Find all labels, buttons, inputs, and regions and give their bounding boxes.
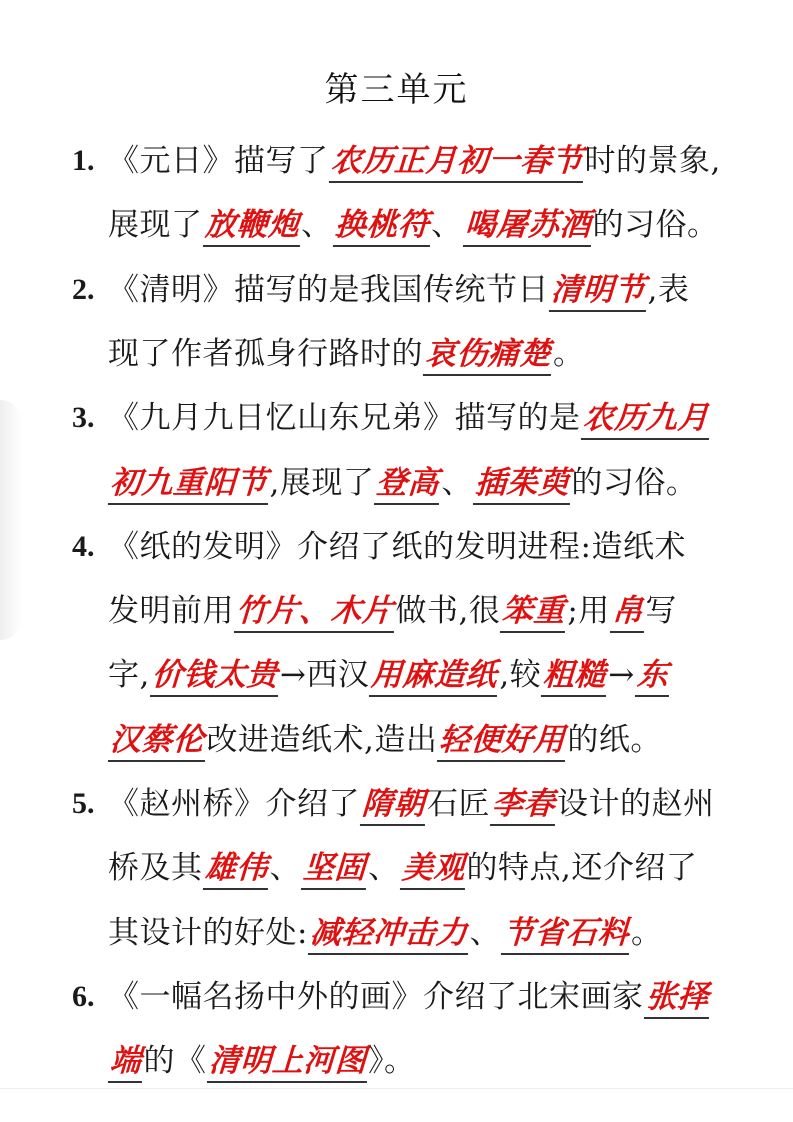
question-text: 《纸的发明》介绍了纸的发明进程:造纸术: [108, 528, 686, 565]
question-text: 的《: [143, 1043, 207, 1080]
answer-blank: 哀伤痛楚: [423, 334, 553, 376]
question-text: 、: [441, 464, 473, 501]
answer-blank: 农历九月: [580, 398, 710, 440]
answer-blank: 粗糙: [541, 655, 608, 697]
question-text: 《元日》描写了: [108, 143, 329, 179]
answer-blank: 竹片、木片: [234, 591, 396, 633]
question-line: [108, 192, 719, 258]
question-line: [108, 321, 585, 387]
page-edge-shadow: [0, 400, 22, 640]
question-line: [108, 578, 677, 644]
answer-blank: 换桃符: [332, 205, 431, 247]
question-text: 的纸。: [567, 721, 662, 758]
answer-blank: 插茱萸: [473, 463, 572, 505]
answer-blank: 隋朝: [360, 784, 427, 826]
question-text: 展现了: [108, 207, 203, 244]
question-text: 《赵州桥》介绍了: [108, 786, 360, 822]
question-line: [108, 964, 711, 1030]
question-text: 其设计的好处:: [108, 914, 308, 951]
question-number: 6.: [72, 979, 95, 1013]
answer-blank: 农历正月初一春节: [328, 141, 584, 183]
question-line: [108, 900, 662, 966]
question-text: 《清明》描写的是我国传统节日: [108, 271, 549, 308]
question-text: ;用: [567, 593, 610, 630]
question-line: [108, 385, 711, 451]
question-text: 设计的赵州: [557, 786, 715, 822]
question-text: 、: [301, 207, 333, 244]
answer-blank: 东: [635, 655, 671, 697]
question-line: [108, 257, 689, 323]
answer-blank: 喝屠苏酒: [462, 205, 592, 247]
question-text: 做书,很: [395, 593, 501, 630]
question-number: 4.: [72, 529, 95, 563]
question-number: 5.: [72, 787, 95, 820]
question-line: [108, 835, 697, 901]
answer-blank: 节省石料: [501, 913, 631, 955]
question-text: 。: [630, 914, 663, 951]
question-line: [108, 514, 686, 580]
question-text: 的特点,还介绍了: [466, 850, 698, 887]
question-line: [108, 1028, 416, 1094]
question-text: 的习俗。: [571, 464, 698, 501]
bottom-divider: [0, 1088, 793, 1089]
answer-blank: 帛: [610, 591, 646, 633]
question-text: 、: [431, 207, 463, 244]
answer-blank: 雄伟: [202, 848, 269, 890]
question-text: 写: [645, 593, 677, 630]
answer-blank: 减轻冲击力: [308, 913, 470, 955]
question-number: 3.: [72, 401, 95, 435]
question-line: [108, 128, 721, 194]
answer-blank: 价钱太贵: [150, 655, 280, 697]
answer-blank: 轻便好用: [437, 720, 567, 762]
answer-blank: 笨重: [500, 591, 567, 633]
question-text: 字,: [108, 657, 150, 694]
answer-blank: 清明上河图: [206, 1041, 368, 1083]
answer-blank: 用麻造纸: [369, 655, 499, 697]
question-text: 《九月九日忆山东兄弟》描写的是: [108, 400, 581, 437]
question-line: [108, 771, 715, 837]
question-text: ,表: [647, 271, 690, 308]
question-text: 改进造纸术,造出: [206, 721, 438, 758]
answer-blank: 李春: [490, 784, 557, 826]
question-text: 时的景象,: [584, 143, 721, 179]
question-text: 现了作者孤身行路时的: [108, 335, 423, 372]
answer-blank: 美观: [399, 848, 466, 890]
question-line: [108, 642, 670, 708]
question-text: 《一幅名扬中外的画》介绍了北宋画家: [108, 978, 644, 1015]
question-text: →西汉: [279, 657, 370, 694]
question-line: [108, 450, 697, 516]
question-text: 、: [469, 914, 501, 951]
answer-blank: 登高: [374, 463, 441, 505]
answer-blank: 清明节: [549, 270, 648, 312]
question-text: 的习俗。: [592, 207, 719, 244]
answer-blank: 初九重阳节: [108, 463, 270, 505]
question-text: 、: [368, 850, 400, 887]
question-number: 2.: [72, 272, 95, 306]
question-text: →: [608, 657, 635, 694]
question-text: 、: [269, 850, 301, 887]
answer-blank: 汉蔡伦: [108, 720, 207, 762]
question-text: 》。: [368, 1043, 416, 1080]
question-text: 石匠: [427, 786, 490, 822]
answer-blank: 张择: [643, 977, 710, 1019]
question-text: ,展现了: [269, 464, 375, 501]
answer-blank: 放鞭炮: [202, 205, 301, 247]
answer-blank: 坚固: [301, 848, 368, 890]
question-text: ,较: [499, 657, 542, 694]
question-text: 。: [553, 335, 585, 372]
question-number: 1.: [72, 144, 95, 177]
question-line: [108, 707, 662, 773]
question-text: 发明前用: [108, 593, 234, 630]
page-title: 第三单元: [324, 70, 469, 110]
answer-blank: 端: [108, 1041, 144, 1083]
question-text: 桥及其: [108, 850, 203, 887]
